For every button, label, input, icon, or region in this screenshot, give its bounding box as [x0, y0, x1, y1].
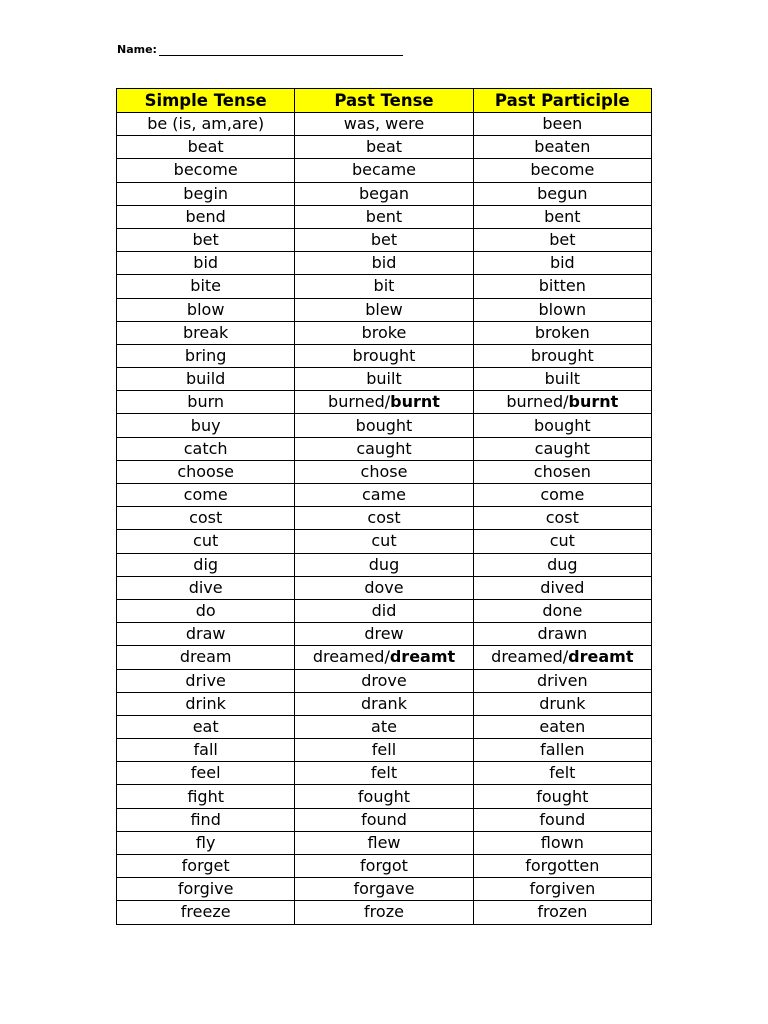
cell-text-bold: burnt: [568, 392, 619, 412]
past-tense-cell: [295, 576, 473, 599]
table-row: [117, 391, 652, 414]
cell-text: felt: [370, 763, 398, 783]
past-tense-cell: [295, 136, 473, 159]
cell-text: broke: [361, 322, 407, 342]
table-row: [117, 460, 652, 483]
table-row: [117, 182, 652, 205]
simple-tense-cell: [117, 252, 295, 275]
cell-text: bid: [549, 253, 575, 273]
cell-text: cost: [367, 508, 401, 528]
column-header-past-participle: Past Participle: [473, 89, 651, 113]
cell-text: cost: [189, 508, 223, 528]
simple-tense-cell: [117, 228, 295, 251]
cell-text: been: [542, 114, 583, 134]
past-participle-cell: [473, 785, 651, 808]
simple-tense-cell: [117, 762, 295, 785]
simple-tense-cell: [117, 692, 295, 715]
table-row: [117, 321, 652, 344]
cell-text: came: [361, 485, 406, 505]
simple-tense-cell: [117, 553, 295, 576]
table-row: [117, 298, 652, 321]
column-header-simple-tense: Simple Tense: [117, 89, 295, 113]
past-participle-cell: [473, 669, 651, 692]
past-participle-cell: [473, 855, 651, 878]
table-row: [117, 785, 652, 808]
table-row: [117, 368, 652, 391]
cell-text: frozen: [537, 902, 588, 922]
past-participle-cell: [473, 878, 651, 901]
simple-tense-cell: [117, 391, 295, 414]
past-participle-cell: [473, 460, 651, 483]
table-row: [117, 159, 652, 182]
past-participle-cell: [473, 715, 651, 738]
table-row: [117, 831, 652, 854]
table-row: [117, 507, 652, 530]
cell-text: find: [190, 809, 221, 829]
past-participle-cell: [473, 228, 651, 251]
cell-text: began: [358, 183, 410, 203]
cell-text: bet: [549, 230, 576, 250]
name-blank-underline: [159, 44, 403, 56]
cell-text: become: [530, 160, 595, 180]
cell-text-bold: dreamt: [389, 647, 456, 667]
past-tense-cell: [295, 368, 473, 391]
cell-text: beat: [365, 137, 403, 157]
simple-tense-cell: [117, 576, 295, 599]
cell-text: dreamed/: [312, 647, 390, 667]
table-row: [117, 136, 652, 159]
simple-tense-cell: [117, 855, 295, 878]
cell-text: blown: [538, 299, 587, 319]
past-tense-cell: [295, 484, 473, 507]
past-participle-cell: [473, 275, 651, 298]
past-tense-cell: [295, 113, 473, 136]
past-tense-cell: [295, 530, 473, 553]
cell-text: break: [183, 322, 229, 342]
cell-text: fight: [187, 786, 224, 806]
cell-text: chosen: [533, 461, 591, 481]
past-participle-cell: [473, 113, 651, 136]
simple-tense-cell: [117, 623, 295, 646]
past-participle-cell: [473, 414, 651, 437]
cell-text: bend: [185, 206, 226, 226]
past-participle-cell: [473, 391, 651, 414]
table-row: [117, 692, 652, 715]
cell-text: drew: [364, 624, 404, 644]
table-row: [117, 113, 652, 136]
cell-text: drink: [185, 693, 226, 713]
table-row: [117, 599, 652, 622]
column-header-past-tense: Past Tense: [295, 89, 473, 113]
simple-tense-cell: [117, 159, 295, 182]
cell-text: brought: [530, 345, 594, 365]
cell-text: done: [542, 601, 583, 621]
cell-text: built: [366, 369, 402, 389]
past-participle-cell: [473, 831, 651, 854]
cell-text-bold: dreamt: [568, 647, 634, 667]
simple-tense-cell: [117, 901, 295, 924]
table-row: [117, 878, 652, 901]
cell-text: be (is, am,are): [147, 114, 265, 134]
simple-tense-cell: [117, 113, 295, 136]
past-participle-cell: [473, 205, 651, 228]
simple-tense-cell: [117, 136, 295, 159]
cell-text: caught: [534, 438, 590, 458]
cell-text: driven: [537, 670, 588, 690]
cell-text: forgotten: [525, 856, 600, 876]
past-tense-cell: [295, 878, 473, 901]
cell-text: flew: [367, 832, 401, 852]
past-participle-cell: [473, 553, 651, 576]
past-tense-cell: [295, 414, 473, 437]
cell-text: bought: [534, 415, 591, 435]
table-row: [117, 414, 652, 437]
past-participle-cell: [473, 344, 651, 367]
cell-text: catch: [183, 438, 228, 458]
past-participle-cell: [473, 576, 651, 599]
past-tense-cell: [295, 855, 473, 878]
cell-text: fallen: [540, 740, 585, 760]
cell-text: eat: [192, 716, 219, 736]
cell-text: burned/: [506, 392, 569, 412]
cell-text: felt: [549, 763, 576, 783]
table-header-row: [117, 89, 652, 113]
past-tense-cell: [295, 785, 473, 808]
table-row: [117, 344, 652, 367]
table-row: [117, 252, 652, 275]
cell-text: choose: [177, 461, 235, 481]
simple-tense-cell: [117, 437, 295, 460]
past-tense-cell: [295, 646, 473, 669]
simple-tense-cell: [117, 298, 295, 321]
cell-text: bent: [544, 206, 581, 226]
past-tense-cell: [295, 275, 473, 298]
simple-tense-cell: [117, 878, 295, 901]
cell-text: bought: [355, 415, 413, 435]
cell-text: dream: [179, 647, 232, 667]
cell-text: buy: [190, 415, 221, 435]
simple-tense-cell: [117, 530, 295, 553]
cell-text: cut: [549, 531, 575, 551]
simple-tense-cell: [117, 507, 295, 530]
past-participle-cell: [473, 159, 651, 182]
cell-text: dug: [547, 554, 578, 574]
cell-text: bite: [190, 276, 222, 296]
past-participle-cell: [473, 437, 651, 460]
past-tense-cell: [295, 715, 473, 738]
past-participle-cell: [473, 599, 651, 622]
past-tense-cell: [295, 808, 473, 831]
cell-text: chose: [360, 461, 408, 481]
cell-text: blew: [365, 299, 403, 319]
past-participle-cell: [473, 507, 651, 530]
cell-text: bent: [365, 206, 403, 226]
cell-text: fall: [193, 740, 218, 760]
past-participle-cell: [473, 762, 651, 785]
cell-text: come: [540, 485, 585, 505]
simple-tense-cell: [117, 739, 295, 762]
past-tense-cell: [295, 321, 473, 344]
past-participle-cell: [473, 182, 651, 205]
table-row: [117, 275, 652, 298]
cell-text: fly: [195, 832, 216, 852]
cell-text: beat: [187, 137, 224, 157]
cell-text: bit: [373, 276, 395, 296]
simple-tense-cell: [117, 460, 295, 483]
table-row: [117, 715, 652, 738]
past-participle-cell: [473, 739, 651, 762]
simple-tense-cell: [117, 321, 295, 344]
table-row: [117, 530, 652, 553]
past-tense-cell: [295, 159, 473, 182]
cell-text: burn: [187, 392, 225, 412]
table-row: [117, 205, 652, 228]
cell-text: dive: [188, 577, 223, 597]
past-tense-cell: [295, 831, 473, 854]
table-row: [117, 228, 652, 251]
cell-text: bring: [184, 345, 227, 365]
past-participle-cell: [473, 484, 651, 507]
cell-text: do: [195, 601, 216, 621]
cell-text: fought: [536, 786, 589, 806]
table-row: [117, 646, 652, 669]
cell-text: fell: [371, 740, 397, 760]
past-tense-cell: [295, 460, 473, 483]
simple-tense-cell: [117, 182, 295, 205]
past-participle-cell: [473, 298, 651, 321]
cell-text: found: [539, 809, 586, 829]
cell-text: eaten: [539, 716, 586, 736]
cell-text: dived: [540, 577, 585, 597]
past-participle-cell: [473, 692, 651, 715]
past-tense-cell: [295, 692, 473, 715]
cell-text: become: [173, 160, 238, 180]
past-tense-cell: [295, 252, 473, 275]
past-tense-cell: [295, 507, 473, 530]
simple-tense-cell: [117, 785, 295, 808]
cell-text: ate: [371, 716, 397, 736]
past-tense-cell: [295, 228, 473, 251]
cell-text: forgive: [177, 879, 234, 899]
cell-text: feel: [190, 763, 221, 783]
cell-text: forgot: [360, 856, 408, 876]
cell-text: dreamed/: [491, 647, 569, 667]
cell-text: forgiven: [529, 879, 596, 899]
cell-text: come: [183, 485, 228, 505]
past-participle-cell: [473, 252, 651, 275]
cell-text: flown: [540, 832, 584, 852]
cell-text: drank: [361, 693, 407, 713]
simple-tense-cell: [117, 205, 295, 228]
table-row: [117, 623, 652, 646]
cell-text: bet: [370, 230, 398, 250]
simple-tense-cell: [117, 414, 295, 437]
cell-text: freeze: [180, 902, 231, 922]
cell-text: beaten: [534, 137, 591, 157]
cell-text: did: [371, 601, 397, 621]
table-row: [117, 808, 652, 831]
table-row: [117, 762, 652, 785]
cell-text: became: [351, 160, 416, 180]
cell-text: drive: [185, 670, 226, 690]
cell-text: blow: [186, 299, 225, 319]
past-tense-cell: [295, 391, 473, 414]
table-row: [117, 669, 652, 692]
cell-text: drove: [361, 670, 407, 690]
cell-text: was, were: [343, 114, 425, 134]
name-label: Name:: [117, 43, 157, 56]
cell-text: cut: [193, 531, 219, 551]
cell-text: begun: [537, 183, 588, 203]
cell-text: caught: [356, 438, 412, 458]
simple-tense-cell: [117, 599, 295, 622]
cell-text: bid: [371, 253, 397, 273]
past-tense-cell: [295, 669, 473, 692]
past-tense-cell: [295, 553, 473, 576]
cell-text: bid: [193, 253, 219, 273]
cell-text: drawn: [537, 624, 588, 644]
table-row: [117, 739, 652, 762]
simple-tense-cell: [117, 669, 295, 692]
table-body: [117, 113, 652, 925]
cell-text: burned/: [328, 392, 391, 412]
name-field-line: [117, 43, 403, 56]
simple-tense-cell: [117, 275, 295, 298]
past-tense-cell: [295, 205, 473, 228]
cell-text: dove: [364, 577, 404, 597]
cell-text: fought: [357, 786, 411, 806]
past-tense-cell: [295, 901, 473, 924]
past-participle-cell: [473, 321, 651, 344]
simple-tense-cell: [117, 646, 295, 669]
cell-text-bold: burnt: [390, 392, 440, 412]
cell-text: bitten: [538, 276, 586, 296]
past-tense-cell: [295, 437, 473, 460]
past-participle-cell: [473, 808, 651, 831]
table-row: [117, 901, 652, 924]
past-participle-cell: [473, 901, 651, 924]
past-tense-cell: [295, 344, 473, 367]
cell-text: brought: [352, 345, 416, 365]
table-row: [117, 484, 652, 507]
past-tense-cell: [295, 599, 473, 622]
cell-text: found: [361, 809, 407, 829]
simple-tense-cell: [117, 715, 295, 738]
table-row: [117, 855, 652, 878]
cell-text: forget: [181, 856, 230, 876]
cell-text: drunk: [539, 693, 586, 713]
table-row: [117, 576, 652, 599]
simple-tense-cell: [117, 368, 295, 391]
cell-text: draw: [185, 624, 226, 644]
past-tense-cell: [295, 182, 473, 205]
irregular-verbs-table: [116, 88, 652, 925]
past-tense-cell: [295, 762, 473, 785]
cell-text: cut: [371, 531, 397, 551]
cell-text: forgave: [353, 879, 415, 899]
cell-text: dig: [193, 554, 219, 574]
past-tense-cell: [295, 739, 473, 762]
cell-text: begin: [183, 183, 229, 203]
simple-tense-cell: [117, 831, 295, 854]
table-row: [117, 553, 652, 576]
past-tense-cell: [295, 623, 473, 646]
simple-tense-cell: [117, 344, 295, 367]
past-tense-cell: [295, 298, 473, 321]
past-participle-cell: [473, 368, 651, 391]
cell-text: built: [544, 369, 581, 389]
simple-tense-cell: [117, 808, 295, 831]
past-participle-cell: [473, 646, 651, 669]
cell-text: build: [185, 369, 226, 389]
cell-text: broken: [534, 322, 590, 342]
cell-text: bet: [192, 230, 219, 250]
past-participle-cell: [473, 136, 651, 159]
cell-text: cost: [545, 508, 579, 528]
cell-text: froze: [364, 902, 404, 922]
simple-tense-cell: [117, 484, 295, 507]
cell-text: dug: [368, 554, 400, 574]
past-participle-cell: [473, 530, 651, 553]
past-participle-cell: [473, 623, 651, 646]
table-row: [117, 437, 652, 460]
